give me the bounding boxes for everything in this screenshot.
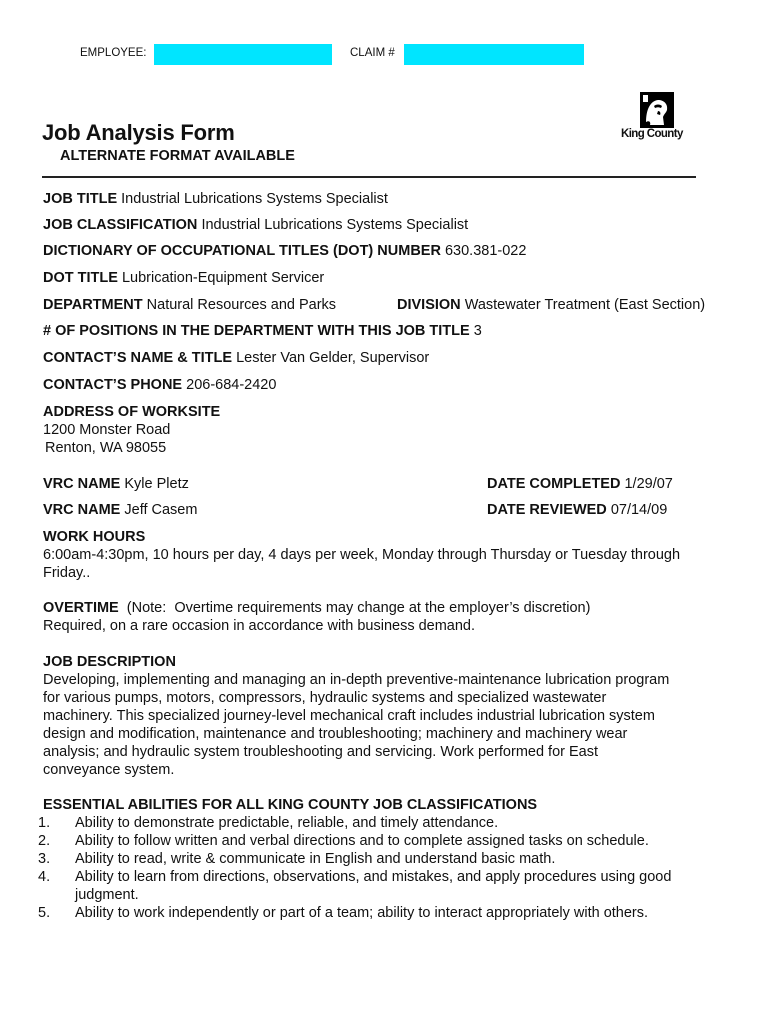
form-title: Job Analysis Form — [42, 120, 235, 145]
work-hours-line-1: 6:00am-4:30pm, 10 hours per day, 4 days per week, Monday through Thursday or Tuesday through — [43, 547, 681, 563]
employee-field[interactable] — [154, 44, 332, 65]
job-title-value: Industrial Lubrications Systems Specialist — [121, 191, 388, 207]
form-subtitle: ALTERNATE FORMAT AVAILABLE — [60, 148, 295, 164]
vrc-name-row-1 — [43, 475, 189, 493]
dot-title-row — [43, 269, 324, 287]
date-reviewed-label: DATE REVIEWED — [487, 502, 607, 518]
list-item-text: Ability to learn from directions, observations, and mistakes, and apply procedures using good judgment. — [75, 869, 672, 903]
contact-name-value: Lester Van Gelder, Supervisor — [236, 350, 430, 366]
date-completed-label: DATE COMPLETED — [487, 476, 621, 492]
job-description-heading: JOB DESCRIPTION — [43, 654, 176, 670]
abilities-list — [38, 814, 728, 922]
employee-label: EMPLOYEE: — [80, 47, 147, 59]
job-title-row — [43, 190, 388, 208]
job-classification-value: Industrial Lubrications Systems Specialist — [201, 217, 469, 233]
job-description-line: conveyance system. — [43, 762, 175, 778]
job-classification-row — [43, 216, 468, 234]
list-item-number: 4. — [38, 869, 51, 885]
dot-number-value: 630.381-022 — [444, 243, 527, 259]
division-label: DIVISION — [397, 297, 461, 313]
claim-label: CLAIM # — [350, 47, 395, 59]
job-description-line: machinery. This specialized journey-level mechanical craft includes industrial lubrication system — [43, 708, 655, 724]
list-item-text: Ability to work independently or part of a team; ability to interact appropriately with others. — [75, 905, 649, 921]
overtime-text: Required, on a rare occasion in accordance with business demand. — [43, 618, 476, 634]
vrc-name-row-2 — [43, 501, 197, 519]
address-line-1: 1200 Monster Road — [43, 422, 171, 438]
positions-value: 3 — [473, 323, 482, 339]
job-title-label: JOB TITLE — [43, 191, 118, 207]
vrc-name-value-2: Jeff Casem — [124, 502, 198, 518]
list-item — [38, 814, 728, 832]
address-block — [43, 403, 220, 457]
work-hours-line-2: Friday.. — [43, 565, 91, 581]
list-item-number: 1. — [38, 815, 51, 831]
overtime-heading: OVERTIME — [43, 600, 119, 616]
dot-title-value: Lubrication-Equipment Servicer — [121, 270, 325, 286]
dot-number-label: DICTIONARY OF OCCUPATIONAL TITLES (DOT) NUMBER — [43, 243, 441, 259]
division-value: Wastewater Treatment (East Section) — [464, 297, 706, 313]
list-item-number: 5. — [38, 905, 51, 921]
vrc-name-label-1: VRC NAME — [43, 476, 121, 492]
contact-phone-row — [43, 376, 276, 394]
dot-title-label: DOT TITLE — [43, 270, 118, 286]
job-description-line: analysis; and hydraulic system troubleshooting and servicing. Work performed for East — [43, 744, 599, 760]
contact-name-row — [43, 349, 429, 367]
king-county-logo-text: King County — [621, 128, 683, 140]
job-description-line: design and modification, maintenance and troubleshooting; machinery and machinery wear — [43, 726, 628, 742]
dot-number-row — [43, 242, 526, 260]
address-label: ADDRESS OF WORKSITE — [43, 404, 221, 420]
overtime-note: (Note: Overtime requirements may change at the employer’s discretion) — [118, 600, 591, 616]
work-hours-section — [43, 528, 723, 582]
job-description-line: for various pumps, motors, compressors, hydraulic systems and specialized wastewater — [43, 690, 607, 706]
claim-field[interactable] — [404, 44, 584, 65]
list-item-text: Ability to demonstrate predictable, reliable, and timely attendance. — [75, 815, 499, 831]
overtime-section — [43, 599, 723, 635]
department-label: DEPARTMENT — [43, 297, 143, 313]
abilities-heading: ESSENTIAL ABILITIES FOR ALL KING COUNTY JOB CLASSIFICATIONS — [43, 797, 538, 813]
job-description-section — [43, 653, 723, 779]
list-item — [38, 850, 728, 868]
address-line-2: Renton, WA 98055 — [45, 440, 167, 456]
date-completed-row — [487, 475, 673, 493]
positions-row — [43, 322, 482, 340]
list-item-text: Ability to follow written and verbal directions and to complete assigned tasks on schedule. — [75, 833, 649, 849]
list-item — [38, 868, 728, 904]
list-item — [38, 832, 728, 850]
king-county-portrait-icon — [640, 92, 674, 128]
department-value: Natural Resources and Parks — [146, 297, 337, 313]
date-completed-value: 1/29/07 — [624, 476, 673, 492]
division-row — [397, 296, 705, 314]
date-reviewed-row — [487, 501, 667, 519]
positions-label: # OF POSITIONS IN THE DEPARTMENT WITH THIS JOB TITLE — [43, 323, 470, 339]
job-description-line: Developing, implementing and managing an in-depth preventive-maintenance lubrication program — [43, 672, 670, 688]
vrc-name-value-1: Kyle Pletz — [124, 476, 189, 492]
vrc-name-label-2: VRC NAME — [43, 502, 121, 518]
contact-phone-label: CONTACT’S PHONE — [43, 377, 183, 393]
list-item-number: 2. — [38, 833, 51, 849]
job-classification-label: JOB CLASSIFICATION — [43, 217, 198, 233]
work-hours-heading: WORK HOURS — [43, 529, 146, 545]
contact-name-label: CONTACT’S NAME & TITLE — [43, 350, 233, 366]
department-row — [43, 296, 336, 314]
list-item-number: 3. — [38, 851, 51, 867]
title-divider — [42, 176, 696, 178]
list-item — [38, 904, 728, 922]
date-reviewed-value: 07/14/09 — [610, 502, 668, 518]
list-item-text: Ability to read, write & communicate in English and understand basic math. — [75, 851, 556, 867]
contact-phone-value: 206-684-2420 — [186, 377, 277, 393]
